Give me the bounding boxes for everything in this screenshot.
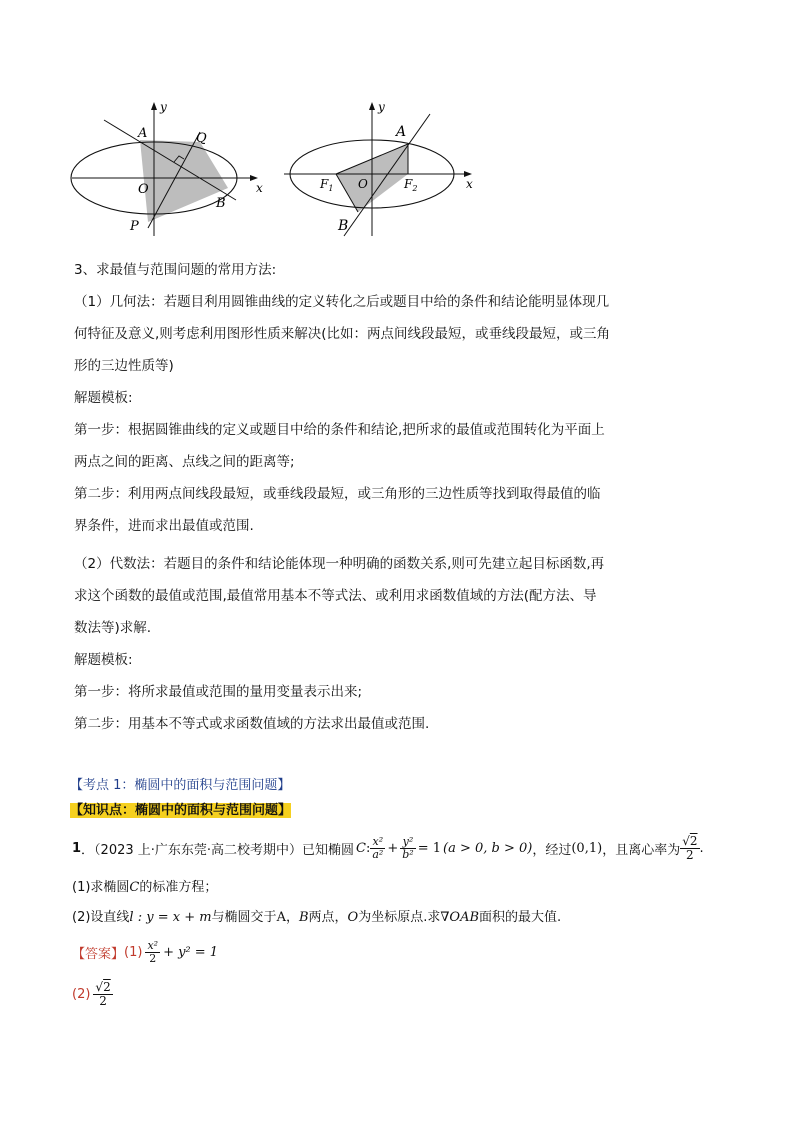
ellipse-figure-2 <box>280 96 480 244</box>
fig1-Q-label: Q <box>196 131 207 146</box>
question-2-tail: 面积的最大值. <box>479 910 562 925</box>
triangle-OAB: ∇OAB <box>440 910 480 925</box>
fig2-A-label: A <box>396 124 407 140</box>
geo-step1-line1: 第一步：根据圆锥曲线的定义或题目中给的条件和结论,把所求的最值或范围转化为平面上 <box>74 422 605 438</box>
question-1-text: (1)求椭圆 <box>72 880 130 895</box>
point-A: A <box>276 910 286 925</box>
answer-1-fraction: $\frac{\text{x²}}{2}$ <box>147 938 159 965</box>
fig2-F1-label: $F_1$ <box>320 177 334 193</box>
equals-one: = 1 <box>417 840 441 856</box>
geometric-method-line1: （1）几何法：若题目利用圆锥曲线的定义转化之后或题目中给的条件和结论能明显体现几 <box>74 294 610 310</box>
fraction-x2-a2: $\frac{\text{x²}}{\text{a²}}$ <box>372 834 384 861</box>
geometric-method-line2: 何特征及意义,则考虑利用图形性质来解决(比如：两点间线段最短，或垂线段最短，或三角 <box>74 326 611 342</box>
fig2-y-label: y <box>378 100 385 114</box>
fig1-B-label: B <box>216 196 226 211</box>
fig2-O-label: O <box>358 177 368 191</box>
template-label-1: 解题模板: <box>74 390 133 406</box>
algebraic-method-line3: 数法等)求解. <box>74 620 152 636</box>
two-points: 两点， <box>308 910 348 925</box>
line-equation: l : y = x + m <box>129 910 212 925</box>
algebraic-method-line2: 求这个函数的最值或范围,最值常用基本不等式法、或利用求函数值域的方法(配方法、导 <box>74 588 597 604</box>
ellipse-C: C <box>356 840 366 856</box>
fig1-x-label: x <box>256 181 263 195</box>
question-1-C: C <box>129 880 140 895</box>
geo-step2-line1: 第二步：利用两点间线段最短，或垂线段最短，或三角形的三边性质等找到取得最值的临 <box>74 486 601 502</box>
y-arrow-2 <box>369 102 375 110</box>
knowledge-point-heading <box>70 799 291 818</box>
problem-1-statement <box>72 828 704 868</box>
fraction-y2-b2: $\frac{\text{y²}}{\text{b²}}$ <box>402 834 414 861</box>
question-2-text: (2)设直线 <box>72 910 130 925</box>
problem-source: ．（2023 上·广东东莞·高二校考期中）已知椭圆 <box>81 842 355 858</box>
question-1-tail: 的标准方程； <box>139 880 218 895</box>
plus-sign: + <box>387 840 399 856</box>
answer-2 <box>72 976 113 1012</box>
geo-step2-line2: 界条件，进而求出最值或范围. <box>74 518 254 534</box>
answer-2-index: (2) <box>72 986 91 1002</box>
fig1-A-label: A <box>138 126 148 141</box>
question-2-origin-text: 为坐标原点.求 <box>358 910 441 925</box>
fig1-P-label: P <box>130 219 139 234</box>
algebraic-method-line1: （2）代数法：若题目的条件和结论能体现一种明确的函数关系,则可先建立起目标函数,再 <box>74 556 605 572</box>
fig1-y-label: y <box>160 100 167 114</box>
fraction-sqrt2-2: $\frac{√2}{2}$ <box>682 833 698 862</box>
section3-heading: 3、求最值与范围问题的常用方法: <box>74 262 277 278</box>
condition: (a > 0, b > 0) <box>443 840 533 856</box>
alg-step2: 第二步：用基本不等式或求函数值域的方法求出最值或范围. <box>74 716 430 732</box>
kaodian-heading: 【考点 1：椭圆中的面积与范围问题】 <box>70 778 291 793</box>
answer-2-fraction: $\frac{√2}{2}$ <box>95 979 111 1008</box>
geo-step1-line2: 两点之间的距离、点线之间的距离等; <box>74 454 295 470</box>
answer-1 <box>72 934 218 970</box>
question-2 <box>72 906 561 925</box>
template-label-2: 解题模板: <box>74 652 133 668</box>
point-B: B <box>298 910 309 925</box>
question-1 <box>72 876 217 895</box>
y-arrow-1 <box>151 102 157 110</box>
shaded-quadrilateral-1 <box>140 140 228 222</box>
answer-1-rest: + y² = 1 <box>163 944 219 960</box>
fig1-O-label: O <box>138 182 149 197</box>
alg-step1: 第一步：将所求最值或范围的量用变量表示出来; <box>74 684 363 700</box>
passes-through: ，经过 <box>532 842 572 858</box>
question-2-mid: 与椭圆交于 <box>211 910 277 925</box>
comma: ， <box>285 910 299 925</box>
answer-1-index: (1) <box>124 944 143 960</box>
fig2-F2-label: $F_2$ <box>404 177 418 193</box>
period: . <box>699 840 704 856</box>
colon: : <box>365 840 371 856</box>
answer-label: 【答案】 <box>72 946 125 962</box>
fig2-x-label: x <box>466 177 473 191</box>
point-0-1: (0,1) <box>571 840 603 856</box>
fig2-B-label: B <box>338 218 349 234</box>
geometric-method-line3: 形的三边性质等) <box>74 358 174 374</box>
origin-O: O <box>347 910 359 925</box>
knowledge-point-text: 【知识点：椭圆中的面积与范围问题】 <box>70 803 292 818</box>
eccentricity-text: ，且离心率为 <box>602 842 681 858</box>
ellipse-figure-1 <box>66 96 272 244</box>
problem-number: 1 <box>72 840 82 856</box>
